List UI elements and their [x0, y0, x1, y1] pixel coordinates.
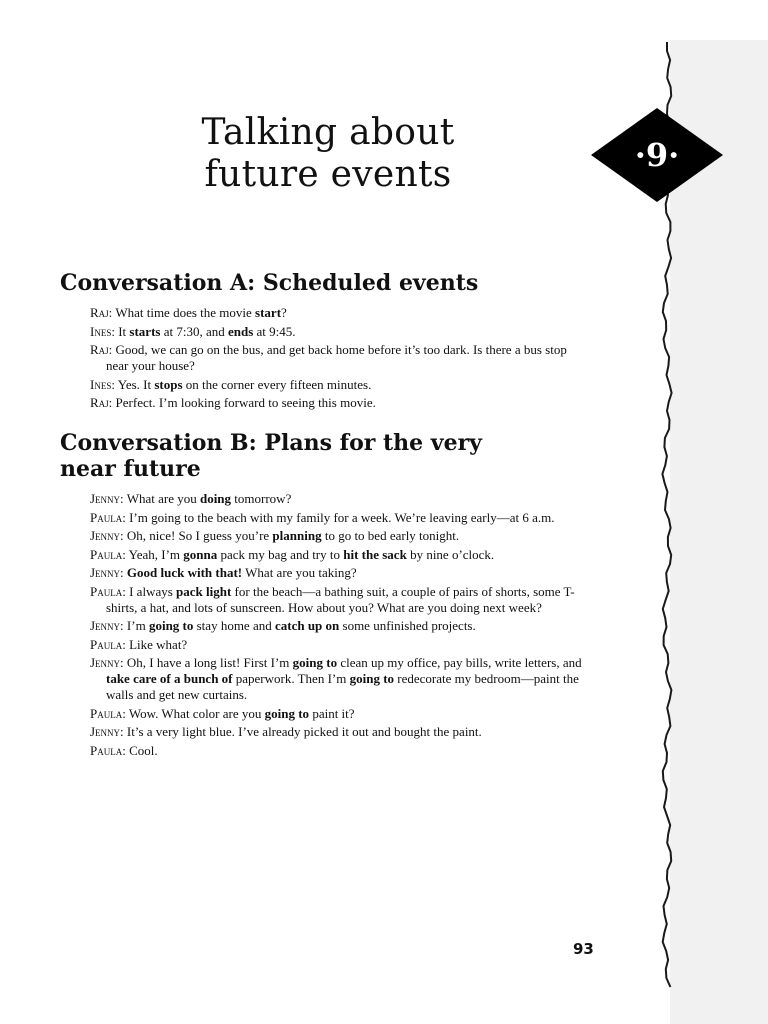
dialogue-text: for the beach—a bathing suit, a couple of pairs of shorts, some T-shirts, a hat, and lots of sunscreen. How about you? What are you doing next week? — [106, 583, 575, 615]
dialogue-text: Good, we can go on the bus, and get back home before it’s too dark. Is there a bus stop near your house? — [106, 342, 567, 373]
speaker-name: Jenny: — [90, 491, 124, 506]
dialogue-text: at 9:45. — [253, 323, 296, 339]
speaker-name: Raj: — [90, 305, 113, 320]
dialogue-text: What are you taking? — [242, 565, 357, 580]
highlighted-phrase: start — [255, 305, 282, 320]
dialogue-text: to go to bed early tonight. — [321, 528, 460, 543]
highlighted-phrase: catch up on — [274, 618, 340, 633]
dialogue-line — [90, 637, 585, 653]
dialogue-text: ? — [281, 305, 287, 320]
highlighted-phrase: pack light — [176, 583, 232, 599]
conversation-b-heading — [60, 430, 482, 482]
chapter-title-line2: future events — [204, 154, 452, 195]
chapter-title — [150, 112, 506, 196]
highlighted-phrase: stops — [154, 376, 183, 392]
dialogue-text: Perfect. I’m looking forward to seeing this movie. — [115, 395, 376, 410]
dialogue-line — [90, 655, 585, 703]
chapter-number: ·9· — [634, 136, 680, 174]
conversation-b-heading-line2: near future — [60, 456, 201, 482]
dialogue-line — [90, 377, 585, 393]
speaker-name: Ines: — [90, 376, 115, 392]
highlighted-phrase: doing — [199, 491, 232, 506]
highlighted-phrase: gonna — [183, 546, 218, 562]
conversation-a-dialogue — [90, 305, 585, 414]
dialogue-line — [90, 724, 585, 740]
highlighted-phrase: going to — [292, 655, 338, 670]
dialogue-text: Cool. — [129, 742, 158, 758]
dialogue-line — [90, 618, 585, 634]
highlighted-phrase: going to — [148, 618, 194, 633]
speaker-name: Ines: — [90, 323, 115, 339]
chapter-title-line1: Talking about — [201, 112, 455, 153]
highlighted-phrase: take care of a bunch of — [106, 671, 233, 686]
dialogue-text: It — [118, 323, 130, 339]
dialogue-line — [90, 565, 585, 581]
dialogue-line — [90, 491, 585, 507]
dialogue-text: paint it? — [309, 705, 355, 721]
speaker-name: Raj: — [90, 395, 113, 410]
dialogue-text: Yeah, I’m — [128, 546, 184, 562]
page-number: 93 — [573, 940, 594, 958]
speaker-name: Paula: — [90, 546, 126, 562]
dialogue-text: It’s a very light blue. I’ve already picked it out and bought the paint. — [126, 724, 482, 739]
speaker-name: Jenny: — [90, 528, 124, 543]
dialogue-text: Oh, nice! So I guess you’re — [126, 528, 273, 543]
highlighted-phrase: going to — [349, 671, 395, 686]
highlighted-phrase: hit the sack — [343, 546, 407, 562]
dialogue-line — [90, 584, 585, 616]
speaker-name: Jenny: — [90, 655, 124, 670]
dialogue-text: by nine o’clock. — [406, 546, 495, 562]
dialogue-text: at 7:30, and — [160, 323, 228, 339]
dialogue-line — [90, 324, 585, 340]
dialogue-line — [90, 395, 585, 411]
speaker-name: Paula: — [90, 742, 126, 758]
dialogue-line — [90, 528, 585, 544]
dialogue-text: Wow. What color are you — [128, 705, 265, 721]
highlighted-phrase: Good luck with that! — [126, 565, 243, 580]
dialogue-text: I’m going to the beach with my family for a week. We’re leaving early—at 6 a.m. — [129, 509, 555, 525]
highlighted-phrase: ends — [227, 323, 254, 339]
dialogue-line — [90, 547, 585, 563]
dialogue-text: paperwork. Then I’m — [232, 671, 350, 686]
highlighted-phrase: going to — [264, 705, 310, 721]
speaker-name: Jenny: — [90, 724, 124, 739]
dialogue-text: some unfinished projects. — [339, 618, 476, 633]
dialogue-text: on the corner every fifteen minutes. — [182, 376, 372, 392]
dialogue-line — [90, 510, 585, 526]
dialogue-text: What are you — [126, 491, 200, 506]
dialogue-text: What time does the movie — [115, 305, 256, 320]
dialogue-text: pack my bag and try to — [217, 546, 344, 562]
dialogue-text: stay home and — [193, 618, 275, 633]
dialogue-line — [90, 706, 585, 722]
speaker-name: Paula: — [90, 509, 126, 525]
highlighted-phrase: starts — [129, 323, 161, 339]
highlighted-phrase: planning — [272, 528, 322, 543]
dialogue-line — [90, 743, 585, 759]
conversation-b-heading-line1: Conversation B: Plans for the very — [60, 430, 482, 456]
speaker-name: Raj: — [90, 342, 113, 357]
dialogue-text: clean up my office, pay bills, write letters, and — [337, 655, 582, 670]
speaker-name: Paula: — [90, 636, 126, 652]
conversation-b-dialogue — [90, 491, 585, 761]
chapter-number-badge — [591, 108, 723, 202]
dialogue-text: I’m — [126, 618, 149, 633]
conversation-a-heading: Conversation A: Scheduled events — [60, 270, 479, 296]
dialogue-text: Yes. It — [117, 376, 155, 392]
dialogue-text: redecorate my bedroom—paint the walls and get new curtains. — [106, 671, 579, 702]
dialogue-line — [90, 342, 585, 374]
speaker-name: Paula: — [90, 705, 126, 721]
dialogue-line — [90, 305, 585, 321]
dialogue-text: I always — [129, 583, 177, 599]
speaker-name: Paula: — [90, 583, 126, 599]
dialogue-text: Oh, I have a long list! First I’m — [126, 655, 293, 670]
speaker-name: Jenny: — [90, 565, 124, 580]
dialogue-text: Like what? — [129, 636, 188, 652]
dialogue-text: tomorrow? — [231, 491, 292, 506]
speaker-name: Jenny: — [90, 618, 124, 633]
